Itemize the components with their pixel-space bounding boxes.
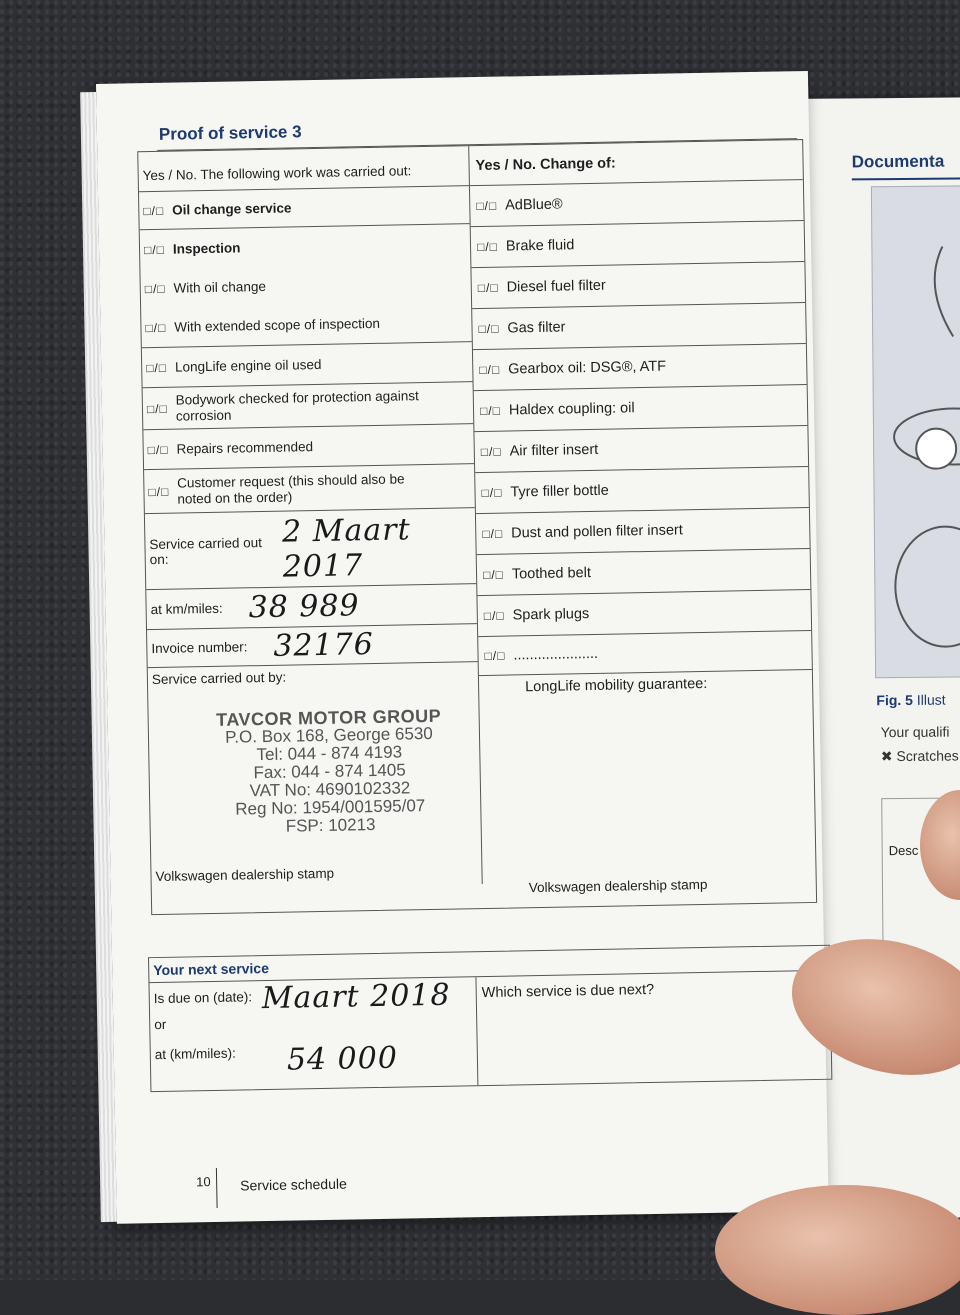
stamp-tel: Tel: 044 - 874 4193 [256, 742, 403, 765]
service-date-label: Service carried out on: [149, 534, 263, 567]
km-value[interactable]: 38 989 [248, 588, 360, 626]
stamp-reg: Reg No: 1954/001595/07 [235, 796, 426, 819]
left-item-label: Customer request (this should also be noted on the order) [177, 470, 405, 507]
checkbox-icon[interactable]: □/□ [477, 280, 499, 296]
carried-out-by-row [148, 662, 482, 890]
km-row [146, 584, 477, 630]
left-item-repairs[interactable] [143, 424, 474, 470]
checkbox-icon[interactable]: □/□ [143, 203, 165, 218]
next-km-label: at (km/miles): [154, 1045, 236, 1063]
next-service-box [148, 945, 832, 1092]
longlife-label: LongLife mobility guarantee: [524, 675, 708, 696]
checkbox-icon[interactable]: □/□ [145, 320, 167, 336]
page-number: 10 [195, 1174, 211, 1190]
invoice-label: Invoice number: [151, 639, 248, 657]
right-item-label: Air filter insert [509, 441, 599, 460]
right-header-label: Yes / No. Change of: [475, 154, 616, 174]
checkbox-icon[interactable]: □/□ [476, 239, 499, 255]
right-item-pollen-filter[interactable] [476, 508, 810, 555]
right-item-label: Dust and pollen filter insert [511, 522, 683, 542]
right-page-rule [852, 177, 960, 180]
invoice-row [147, 624, 478, 668]
work-carried-out-column [138, 146, 482, 890]
right-item-brake-fluid[interactable] [471, 221, 805, 268]
right-item-label: Toothed belt [511, 565, 592, 583]
right-item-gearbox-oil[interactable] [473, 344, 807, 391]
page-section-name: Service schedule [240, 1175, 347, 1194]
left-item-label: Inspection [172, 240, 241, 257]
right-item-label: Diesel fuel filter [506, 277, 606, 296]
right-page-line-2: ✖ Scratches [880, 747, 959, 765]
right-item-diesel-filter[interactable] [471, 262, 805, 309]
stamp-fsp: FSP: 10213 [285, 815, 376, 836]
service-table [137, 139, 817, 915]
right-item-haldex[interactable] [474, 385, 808, 432]
right-item-spark-plugs[interactable] [477, 590, 811, 637]
checkbox-icon[interactable]: □/□ [147, 442, 169, 457]
or-label: or [154, 1016, 167, 1033]
car-outline-image [872, 186, 960, 677]
figure-text: Illust [916, 691, 946, 708]
description-label: Desc [888, 842, 919, 859]
dealer-stamp [199, 706, 461, 837]
stamp-name: TAVCOR MOTOR GROUP [215, 705, 442, 730]
due-date-value[interactable]: Maart 2018 [261, 977, 451, 1017]
left-item-inspection-group [140, 224, 472, 348]
right-item-air-filter[interactable] [474, 426, 808, 473]
right-item-label: Haldex coupling: oil [508, 400, 635, 419]
change-of-column [469, 140, 816, 902]
checkbox-icon[interactable]: □/□ [483, 608, 505, 623]
stamp-fax: Fax: 044 - 874 1405 [253, 760, 406, 783]
service-date-value[interactable]: 2 Maart 2017 [281, 511, 411, 585]
right-item-label: Tyre filler bottle [510, 482, 609, 501]
right-item-label: Gas filter [507, 319, 566, 337]
dealer-stamp-label-right: Volkswagen dealership stamp [528, 876, 708, 896]
left-item-with-oil-change[interactable] [145, 279, 266, 296]
left-item-longlife-oil[interactable] [142, 342, 473, 388]
right-item-label: Gearbox oil: DSG®, ATF [507, 358, 667, 378]
checkbox-icon[interactable]: □/□ [144, 281, 166, 297]
checkbox-icon[interactable]: □/□ [478, 321, 500, 337]
left-item-label: With extended scope of inspection [174, 315, 381, 335]
figure-number: Fig. 5 [876, 691, 913, 709]
dealer-stamp-label: Volkswagen dealership stamp [155, 865, 335, 885]
right-item-tyre-filler[interactable] [475, 467, 809, 514]
page-footer-divider [216, 1168, 218, 1208]
right-item-gas-filter[interactable] [472, 303, 806, 350]
page-title: Proof of service 3 [158, 122, 302, 144]
checkbox-icon[interactable]: □/□ [482, 526, 504, 541]
right-item-adblue[interactable] [470, 180, 804, 227]
right-item-label: Spark plugs [512, 606, 590, 624]
next-service-left [149, 977, 478, 1091]
checkbox-icon[interactable]: □/□ [479, 403, 502, 419]
service-date-row [145, 508, 476, 590]
checkbox-icon[interactable]: □/□ [146, 401, 168, 416]
right-item-toothed-belt[interactable] [477, 549, 811, 596]
right-header [469, 140, 803, 186]
right-item-other[interactable] [478, 631, 812, 676]
left-item-label: LongLife engine oil used [174, 356, 322, 375]
stamp-vat: VAT No: 4690102332 [249, 778, 411, 801]
figure-caption [876, 692, 945, 709]
longlife-guarantee-row [479, 670, 816, 902]
checkbox-icon[interactable]: □/□ [484, 648, 506, 663]
left-item-inspection[interactable] [144, 240, 241, 257]
due-date-label: Is due on (date): [153, 989, 253, 1007]
checkbox-icon[interactable]: □/□ [481, 485, 503, 501]
left-item-oil-change[interactable] [139, 186, 470, 230]
stamp-address: P.O. Box 168, George 6530 [225, 723, 433, 747]
left-item-customer-request[interactable] [144, 464, 475, 514]
right-page-heading: Documenta [851, 151, 945, 172]
left-header-label: Yes / No. The following work was carried out: [142, 163, 412, 184]
km-label: at km/miles: [150, 600, 223, 618]
left-item-label: Bodywork checked for protection against corrosion [175, 387, 419, 424]
left-page [96, 71, 829, 1224]
invoice-value[interactable]: 32176 [273, 627, 375, 664]
next-service-body [149, 971, 831, 1091]
checkbox-icon[interactable]: □/□ [480, 444, 502, 460]
left-item-label: With oil change [173, 278, 267, 296]
checkbox-icon[interactable]: □/□ [476, 198, 498, 214]
checkbox-icon[interactable]: □/□ [482, 567, 505, 582]
car-diagram-figure [871, 185, 960, 678]
checkbox-icon[interactable]: □/□ [148, 484, 170, 499]
left-item-label: Repairs recommended [176, 439, 314, 457]
right-item-label: ..................... [513, 645, 599, 664]
right-item-label: AdBlue® [504, 196, 563, 214]
next-service-heading: Your next service [149, 946, 829, 983]
next-km-value[interactable]: 54 000 [286, 1040, 399, 1078]
left-item-bodywork[interactable] [143, 382, 474, 430]
which-service-label: Which service is due next? [481, 981, 655, 1002]
checkbox-icon[interactable]: □/□ [143, 242, 166, 258]
left-header [138, 146, 469, 192]
checkbox-icon[interactable]: □/□ [479, 362, 501, 378]
finger-bottom-image [715, 1185, 960, 1315]
left-item-extended-scope[interactable] [145, 316, 380, 335]
right-page-line-1: Your qualifi [880, 723, 950, 741]
checkbox-icon[interactable]: □/□ [146, 360, 168, 375]
left-item-label: Oil change service [172, 200, 292, 218]
carried-out-by-label: Service carried out by: [151, 669, 287, 688]
right-item-label: Brake fluid [505, 237, 575, 255]
